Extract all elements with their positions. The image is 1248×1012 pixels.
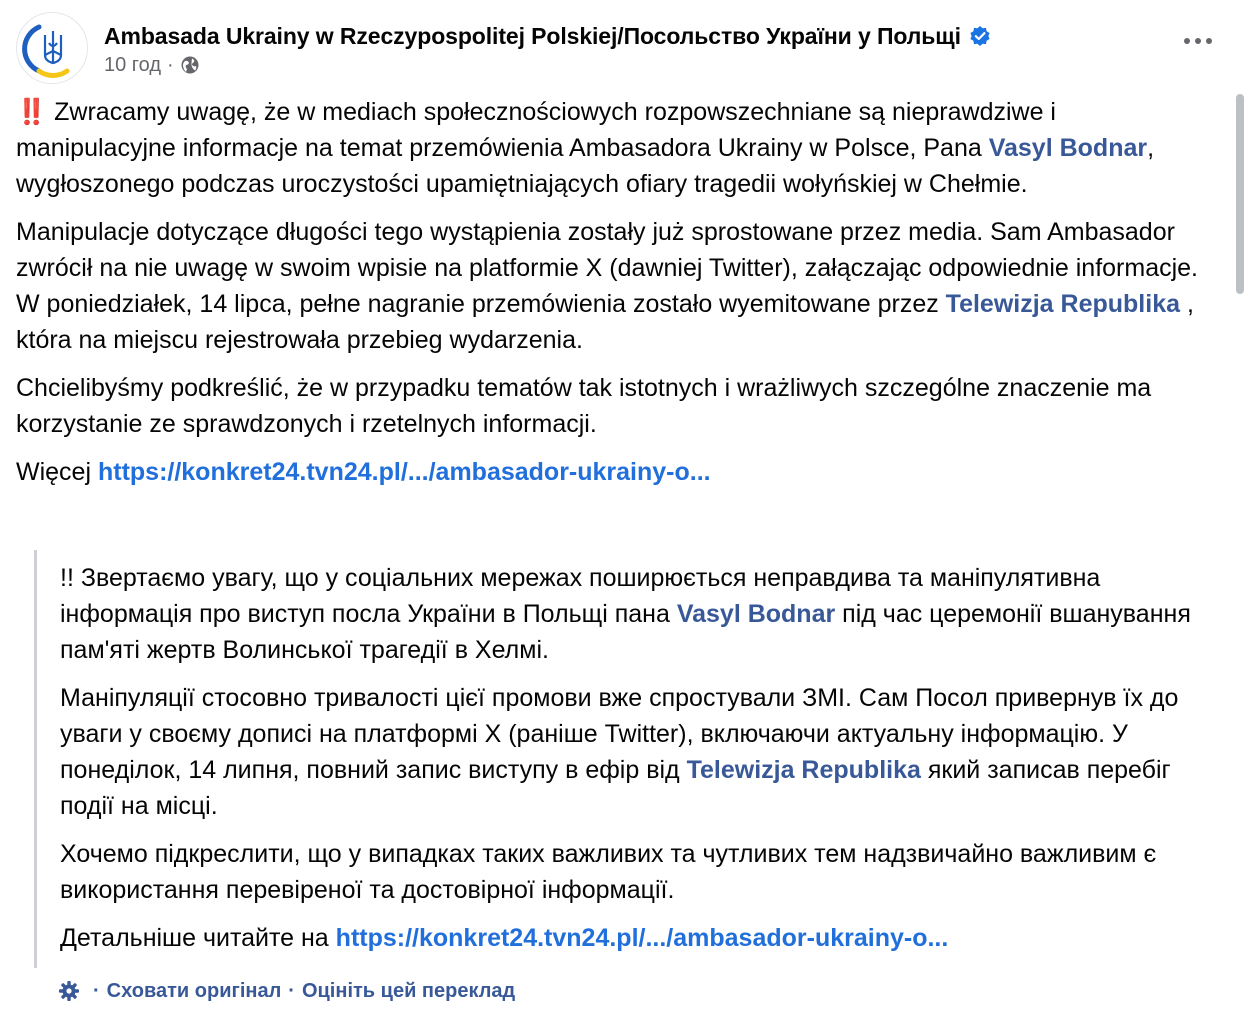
post-paragraph — [16, 454, 1206, 490]
mention-link[interactable]: Vasyl Bodnar — [988, 134, 1148, 162]
more-dot-icon — [1206, 38, 1212, 44]
post-body — [16, 94, 1206, 502]
translation-paragraph — [60, 560, 1214, 668]
post-paragraph — [16, 94, 1206, 202]
bar-separator: · — [93, 979, 100, 1002]
ukraine-trident-logo-icon — [17, 13, 88, 84]
more-dot-icon — [1195, 38, 1201, 44]
bar-separator: · — [288, 979, 295, 1002]
verified-badge-icon — [969, 25, 991, 47]
post-time[interactable]: 10 год — [104, 53, 162, 76]
more-options-button[interactable] — [1176, 26, 1220, 56]
page-avatar[interactable] — [16, 12, 88, 84]
globe-icon[interactable] — [180, 55, 200, 75]
translation-bar — [58, 976, 515, 1006]
paragraph-text: який записав перебіг події на місці. — [60, 756, 1171, 820]
paragraph-text: Manipulacje dotyczące długości tego wystąpienia zostały już sprostowane przez media. Sam Ambasador zwrócił na nie uwagę w swoim wpisie na platformie X (dawniej Twitter), załączając odpowiednie informacje. W poniedziałek, 14 lipca, pełne nagranie przemówienia zostało wyemitowane przez — [16, 218, 1199, 318]
double-exclamation-icon: ‼️ — [16, 98, 45, 126]
post-header — [16, 12, 1232, 84]
post-paragraph: Chcielibyśmy podkreślić, że w przypadku tematów tak istotnych i wrażliwych szczególne znaczenie ma korzystanie ze sprawdzonych i rzetelnych informacji. — [16, 374, 1152, 438]
rate-translation-button[interactable]: Оцініть цей переклад — [301, 979, 516, 1002]
hide-original-button[interactable]: Сховати оригінал — [106, 979, 282, 1002]
paragraph-text: !! Звертаємо увагу, що у соціальних мережах поширюється неправдива та маніпулятивна інформація про виступ посла України в Польщі пана — [60, 564, 1101, 628]
translation-block — [34, 550, 1214, 968]
post-paragraph — [16, 214, 1206, 358]
mention-link[interactable]: Telewizja Republika — [686, 756, 921, 784]
post-meta — [104, 52, 200, 78]
translation-paragraph — [60, 680, 1214, 824]
more-label: Więcej — [16, 458, 98, 486]
paragraph-text: під час церемонії вшанування пам'яті жертв Волинської трагедії в Хелмі. — [60, 600, 1191, 664]
paragraph-text: , która na miejscu rejestrowała przebieg wydarzenia. — [16, 290, 1194, 354]
paragraph-text: Маніпуляції стосовно тривалості цієї промови вже спростували ЗМІ. Сам Посол привернув їх до уваги у своєму дописі на платформі X (раніше Twitter), включаючи актуальну інформацію. У понеділок, 14 липня, повний запис виступу в ефір від — [60, 684, 1179, 784]
author-name[interactable]: Ambasada Ukrainy w Rzeczypospolitej Polskiej/Посольство України у Польщі — [104, 22, 961, 49]
translation-paragraph: Хочемо підкреслити, що у випадках таких важливих та чутливих тем надзвичайно важливим є використання перевіреної та достовірної інформації. — [60, 840, 1157, 904]
translation-paragraph — [60, 920, 1214, 956]
more-dot-icon — [1184, 38, 1190, 44]
meta-separator: · — [167, 53, 174, 76]
author-line — [104, 18, 991, 54]
article-url-link[interactable]: https://konkret24.tvn24.pl/.../ambasador-ukrainy-o... — [97, 458, 711, 486]
scrollbar-thumb[interactable] — [1236, 94, 1244, 294]
article-url-link[interactable]: https://konkret24.tvn24.pl/.../ambasador-ukrainy-o... — [335, 924, 949, 952]
read-more-label: Детальніше читайте на — [60, 924, 336, 952]
mention-link[interactable]: Vasyl Bodnar — [676, 600, 836, 628]
mention-link[interactable]: Telewizja Republika — [945, 290, 1180, 318]
paragraph-text: Zwracamy uwagę, że w mediach społecznościowych rozpowszechniane są nieprawdziwe i manipulacyjne informacje na temat przemówienia Ambasadora Ukrainy w Polsce, Pana — [16, 98, 1056, 162]
gear-icon[interactable] — [58, 980, 80, 1002]
paragraph-text: , wygłoszonego podczas uroczystości upamiętniających ofiary tragedii wołyńskiej w Chełmie. — [16, 134, 1155, 198]
